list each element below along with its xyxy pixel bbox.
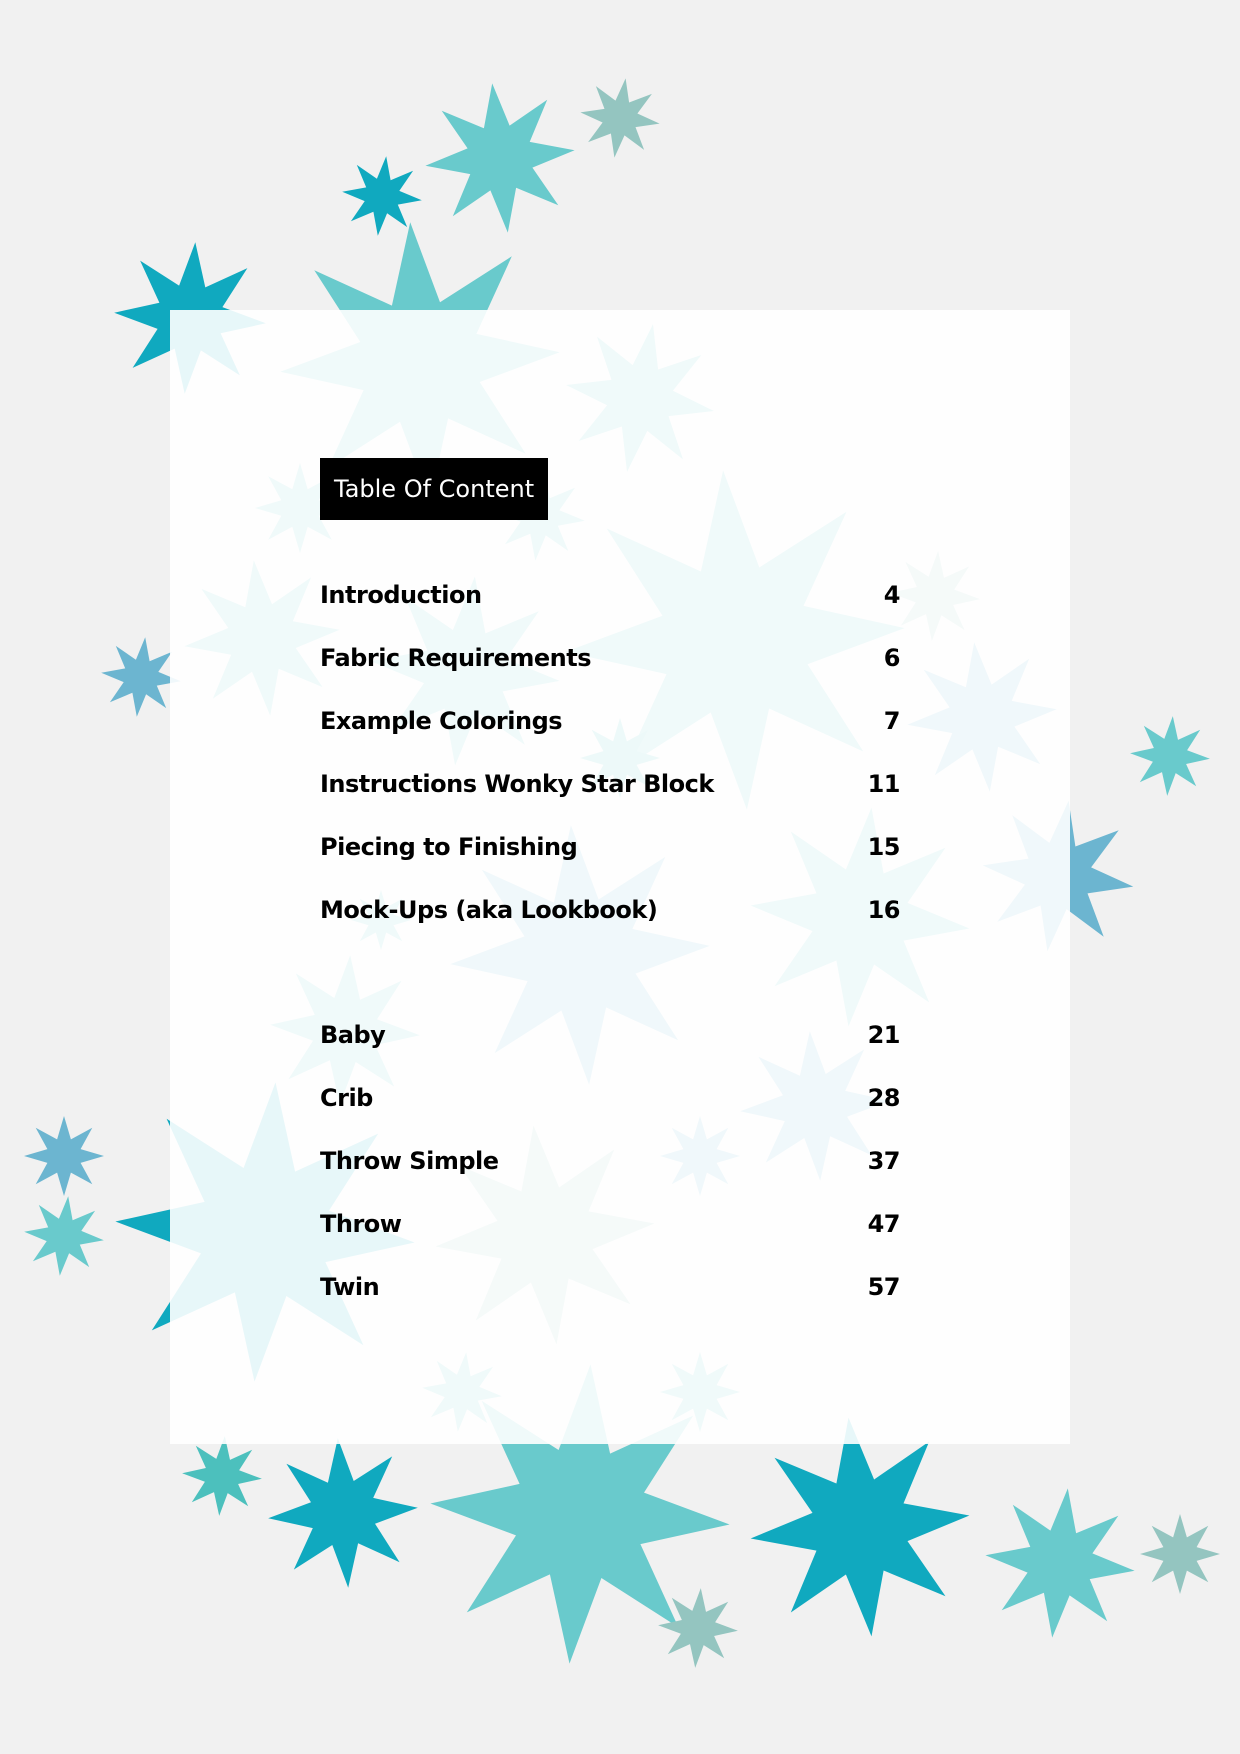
toc-entry-label: Throw <box>320 1209 402 1238</box>
toc-entry[interactable] <box>320 1255 900 1318</box>
toc-section-sizes <box>320 1003 900 1318</box>
toc-entry-label: Mock-Ups (aka Lookbook) <box>320 895 658 924</box>
toc-entry-label: Introduction <box>320 580 482 609</box>
toc-entry[interactable] <box>320 1066 900 1129</box>
toc-entry-label: Piecing to Finishing <box>320 832 578 861</box>
toc-entry-label: Baby <box>320 1020 386 1049</box>
toc-entry-page: 11 <box>867 769 900 798</box>
toc-entry-page: 37 <box>867 1146 900 1175</box>
toc-entry-label: Throw Simple <box>320 1146 499 1175</box>
toc-entry-page: 7 <box>883 706 900 735</box>
toc-entry[interactable] <box>320 878 900 941</box>
toc-entry[interactable] <box>320 1129 900 1192</box>
toc-entry[interactable] <box>320 752 900 815</box>
toc-entry-page: 4 <box>883 580 900 609</box>
toc-entry[interactable] <box>320 563 900 626</box>
toc-entry[interactable] <box>320 1003 900 1066</box>
toc-entry-page: 28 <box>867 1083 900 1112</box>
toc-entry[interactable] <box>320 626 900 689</box>
toc-entry-page: 47 <box>867 1209 900 1238</box>
toc-entry-page: 6 <box>883 643 900 672</box>
toc-entry-label: Twin <box>320 1272 380 1301</box>
toc-entry[interactable] <box>320 815 900 878</box>
toc-entry-label: Instructions Wonky Star Block <box>320 769 714 798</box>
toc-entry-page: 57 <box>867 1272 900 1301</box>
toc-heading: Table Of Content <box>320 458 548 520</box>
toc-entry-label: Fabric Requirements <box>320 643 591 672</box>
toc-entry[interactable] <box>320 689 900 752</box>
toc-entry-label: Example Colorings <box>320 706 563 735</box>
toc-entry-page: 21 <box>867 1020 900 1049</box>
toc-entry-page: 15 <box>867 832 900 861</box>
toc-entry-page: 16 <box>867 895 900 924</box>
toc-section-main <box>320 563 900 941</box>
toc-entry-label: Crib <box>320 1083 373 1112</box>
toc-entry[interactable] <box>320 1192 900 1255</box>
